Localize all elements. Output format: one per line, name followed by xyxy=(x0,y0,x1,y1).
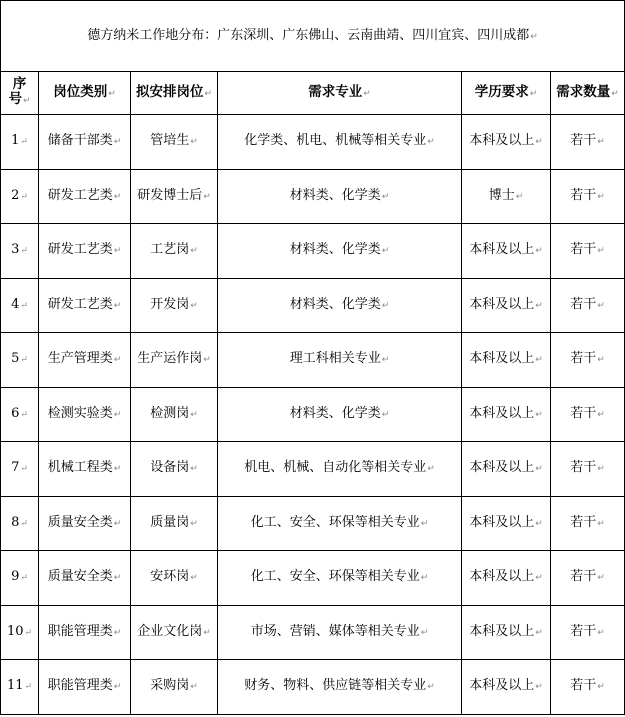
cell-education: 本科及以上↵ xyxy=(462,551,551,606)
cell-category: 研发工艺类↵ xyxy=(39,169,131,224)
header-quantity: 需求数量↵ xyxy=(551,72,625,115)
cell-category: 研发工艺类↵ xyxy=(39,278,131,333)
cell-quantity: 若干↵ xyxy=(551,224,625,279)
cell-category: 质量安全类↵ xyxy=(39,551,131,606)
cell-quantity: 若干↵ xyxy=(551,605,625,660)
cell-category: 储备干部类↵ xyxy=(39,115,131,170)
cell-seq: 10↵ xyxy=(1,605,39,660)
table-row xyxy=(1,387,625,442)
cell-quantity: 若干↵ xyxy=(551,278,625,333)
cell-position: 检测岗↵ xyxy=(131,387,218,442)
cell-education: 本科及以上↵ xyxy=(462,115,551,170)
cell-quantity: 若干↵ xyxy=(551,551,625,606)
cell-education: 本科及以上↵ xyxy=(462,333,551,388)
cell-seq: 4↵ xyxy=(1,278,39,333)
cell-education: 本科及以上↵ xyxy=(462,278,551,333)
table-row xyxy=(1,224,625,279)
cell-seq: 7↵ xyxy=(1,442,39,497)
header-major: 需求专业↵ xyxy=(218,72,462,115)
table-row xyxy=(1,442,625,497)
title-row xyxy=(1,1,625,72)
cell-education: 本科及以上↵ xyxy=(462,605,551,660)
cell-position: 企业文化岗↵ xyxy=(131,605,218,660)
cell-position: 生产运作岗↵ xyxy=(131,333,218,388)
cell-category: 机械工程类↵ xyxy=(39,442,131,497)
cell-category: 生产管理类↵ xyxy=(39,333,131,388)
cell-category: 职能管理类↵ xyxy=(39,605,131,660)
cell-quantity: 若干↵ xyxy=(551,660,625,715)
cell-quantity: 若干↵ xyxy=(551,442,625,497)
cell-seq: 9↵ xyxy=(1,551,39,606)
cell-position: 安环岗↵ xyxy=(131,551,218,606)
cell-quantity: 若干↵ xyxy=(551,496,625,551)
cell-major: 财务、物料、供应链等相关专业↵ xyxy=(218,660,462,715)
cell-education: 本科及以上↵ xyxy=(462,496,551,551)
cell-education: 博士↵ xyxy=(462,169,551,224)
cell-position: 质量岗↵ xyxy=(131,496,218,551)
cell-quantity: 若干↵ xyxy=(551,387,625,442)
cell-major: 材料类、化学类↵ xyxy=(218,169,462,224)
cell-category: 研发工艺类↵ xyxy=(39,224,131,279)
cell-education: 本科及以上↵ xyxy=(462,442,551,497)
cell-major: 化学类、机电、机械等相关专业↵ xyxy=(218,115,462,170)
cell-position: 设备岗↵ xyxy=(131,442,218,497)
cell-seq: 5↵ xyxy=(1,333,39,388)
cell-seq: 6↵ xyxy=(1,387,39,442)
cell-major: 材料类、化学类↵ xyxy=(218,278,462,333)
table-row xyxy=(1,496,625,551)
cell-seq: 8↵ xyxy=(1,496,39,551)
cell-seq: 11↵ xyxy=(1,660,39,715)
cell-position: 工艺岗↵ xyxy=(131,224,218,279)
cell-major: 材料类、化学类↵ xyxy=(218,387,462,442)
table-row xyxy=(1,605,625,660)
table-row xyxy=(1,660,625,715)
table-title: 德方纳米工作地分布：广东深圳、广东佛山、云南曲靖、四川宜宾、四川成都↵ xyxy=(1,1,625,72)
header-position: 拟安排岗位↵ xyxy=(131,72,218,115)
cell-major: 化工、安全、环保等相关专业↵ xyxy=(218,551,462,606)
cell-quantity: 若干↵ xyxy=(551,115,625,170)
table-row xyxy=(1,169,625,224)
cell-position: 开发岗↵ xyxy=(131,278,218,333)
cell-position: 采购岗↵ xyxy=(131,660,218,715)
cell-quantity: 若干↵ xyxy=(551,169,625,224)
cell-seq: 3↵ xyxy=(1,224,39,279)
header-seq: 序 号↵ xyxy=(1,72,39,115)
cell-major: 材料类、化学类↵ xyxy=(218,224,462,279)
cell-category: 质量安全类↵ xyxy=(39,496,131,551)
cell-quantity: 若干↵ xyxy=(551,333,625,388)
cell-major: 市场、营销、媒体等相关专业↵ xyxy=(218,605,462,660)
table-row xyxy=(1,115,625,170)
table-row xyxy=(1,278,625,333)
cell-category: 职能管理类↵ xyxy=(39,660,131,715)
cell-position: 研发博士后↵ xyxy=(131,169,218,224)
cell-category: 检测实验类↵ xyxy=(39,387,131,442)
header-row xyxy=(1,72,625,115)
cell-position: 管培生↵ xyxy=(131,115,218,170)
cell-major: 化工、安全、环保等相关专业↵ xyxy=(218,496,462,551)
cell-education: 本科及以上↵ xyxy=(462,224,551,279)
header-category: 岗位类别↵ xyxy=(39,72,131,115)
cell-seq: 1↵ xyxy=(1,115,39,170)
cell-seq: 2↵ xyxy=(1,169,39,224)
cell-education: 本科及以上↵ xyxy=(462,660,551,715)
table-row xyxy=(1,333,625,388)
header-education: 学历要求↵ xyxy=(462,72,551,115)
table-row xyxy=(1,551,625,606)
cell-education: 本科及以上↵ xyxy=(462,387,551,442)
cell-major: 机电、机械、自动化等相关专业↵ xyxy=(218,442,462,497)
cell-major: 理工科相关专业↵ xyxy=(218,333,462,388)
